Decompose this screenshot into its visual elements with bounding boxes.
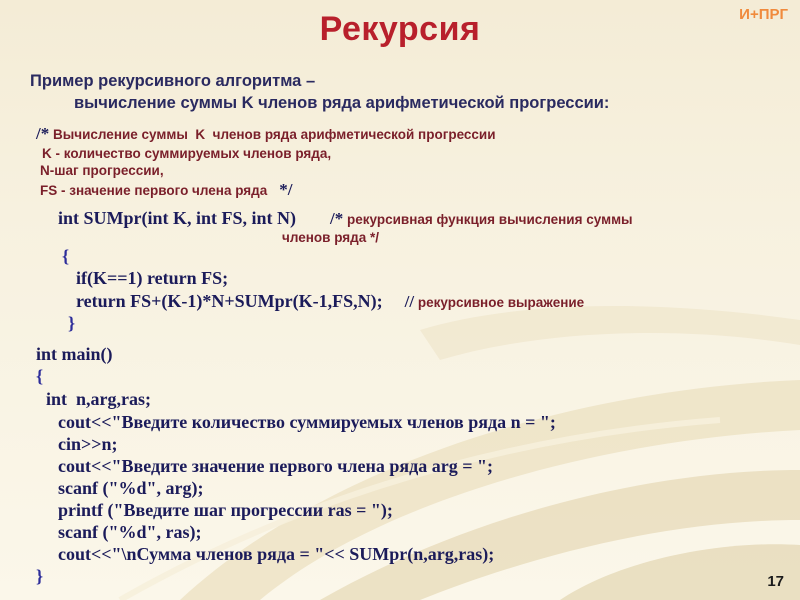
- function-brace-close: }: [68, 313, 76, 333]
- comment-close-mark: */: [279, 180, 293, 199]
- comment-line-1: [36, 124, 496, 144]
- comment-text-4: FS - значение первого члена ряда: [40, 183, 268, 198]
- comment-line-4: [40, 180, 292, 200]
- course-badge: И+ПРГ: [739, 6, 788, 23]
- function-brace-open: {: [62, 246, 70, 266]
- function-signature: int SUMpr(int K, int FS, int N): [58, 208, 297, 228]
- main-line: scanf ("%d", arg);: [58, 478, 204, 498]
- function-comment-mark: /*: [330, 209, 344, 228]
- main-line: cout<<"Введите значение первого члена ряда arg = ";: [58, 456, 493, 476]
- function-signature-line: [58, 208, 633, 229]
- inline-comment-text: рекурсивное выражение: [414, 295, 585, 310]
- page-title: Рекурсия: [319, 10, 481, 48]
- comment-open-mark: /*: [36, 124, 50, 143]
- main-signature: int main(): [36, 344, 113, 364]
- comment-line-2: K - количество суммируемых членов ряда,: [42, 146, 332, 161]
- function-body-line-2: [76, 291, 584, 312]
- subtitle-line-2: вычисление суммы K членов ряда арифметической прогрессии:: [74, 94, 610, 112]
- function-comment-text: рекурсивная функция вычисления суммы: [343, 212, 633, 227]
- main-line: cout<<"\nСумма членов ряда = "<< SUMpr(n,arg,ras);: [58, 544, 495, 564]
- function-body-line-1: if(K==1) return FS;: [76, 268, 229, 288]
- comment-text-1: Вычисление суммы K членов ряда арифметической прогрессии: [49, 127, 496, 142]
- function-comment-line-2: членов ряда */: [282, 230, 379, 245]
- inline-comment-mark: //: [404, 292, 415, 311]
- page-number: 17: [767, 573, 784, 590]
- main-line: scanf ("%d", ras);: [58, 522, 202, 542]
- main-line: printf ("Введите шаг прогрессии ras = ");: [58, 500, 393, 520]
- comment-line-3: N-шаг прогрессии,: [40, 163, 164, 178]
- function-return-expression: return FS+(K-1)*N+SUMpr(K-1,FS,N);: [76, 291, 383, 311]
- main-line: cout<<"Введите количество суммируемых членов ряда n = ";: [58, 412, 556, 432]
- subtitle: [30, 70, 609, 114]
- subtitle-line-1: Пример рекурсивного алгоритма –: [30, 72, 316, 90]
- main-line: cin>>n;: [58, 434, 118, 454]
- main-line: int n,arg,ras;: [46, 389, 151, 409]
- main-brace-close: }: [36, 566, 44, 586]
- main-brace-open: {: [36, 366, 44, 386]
